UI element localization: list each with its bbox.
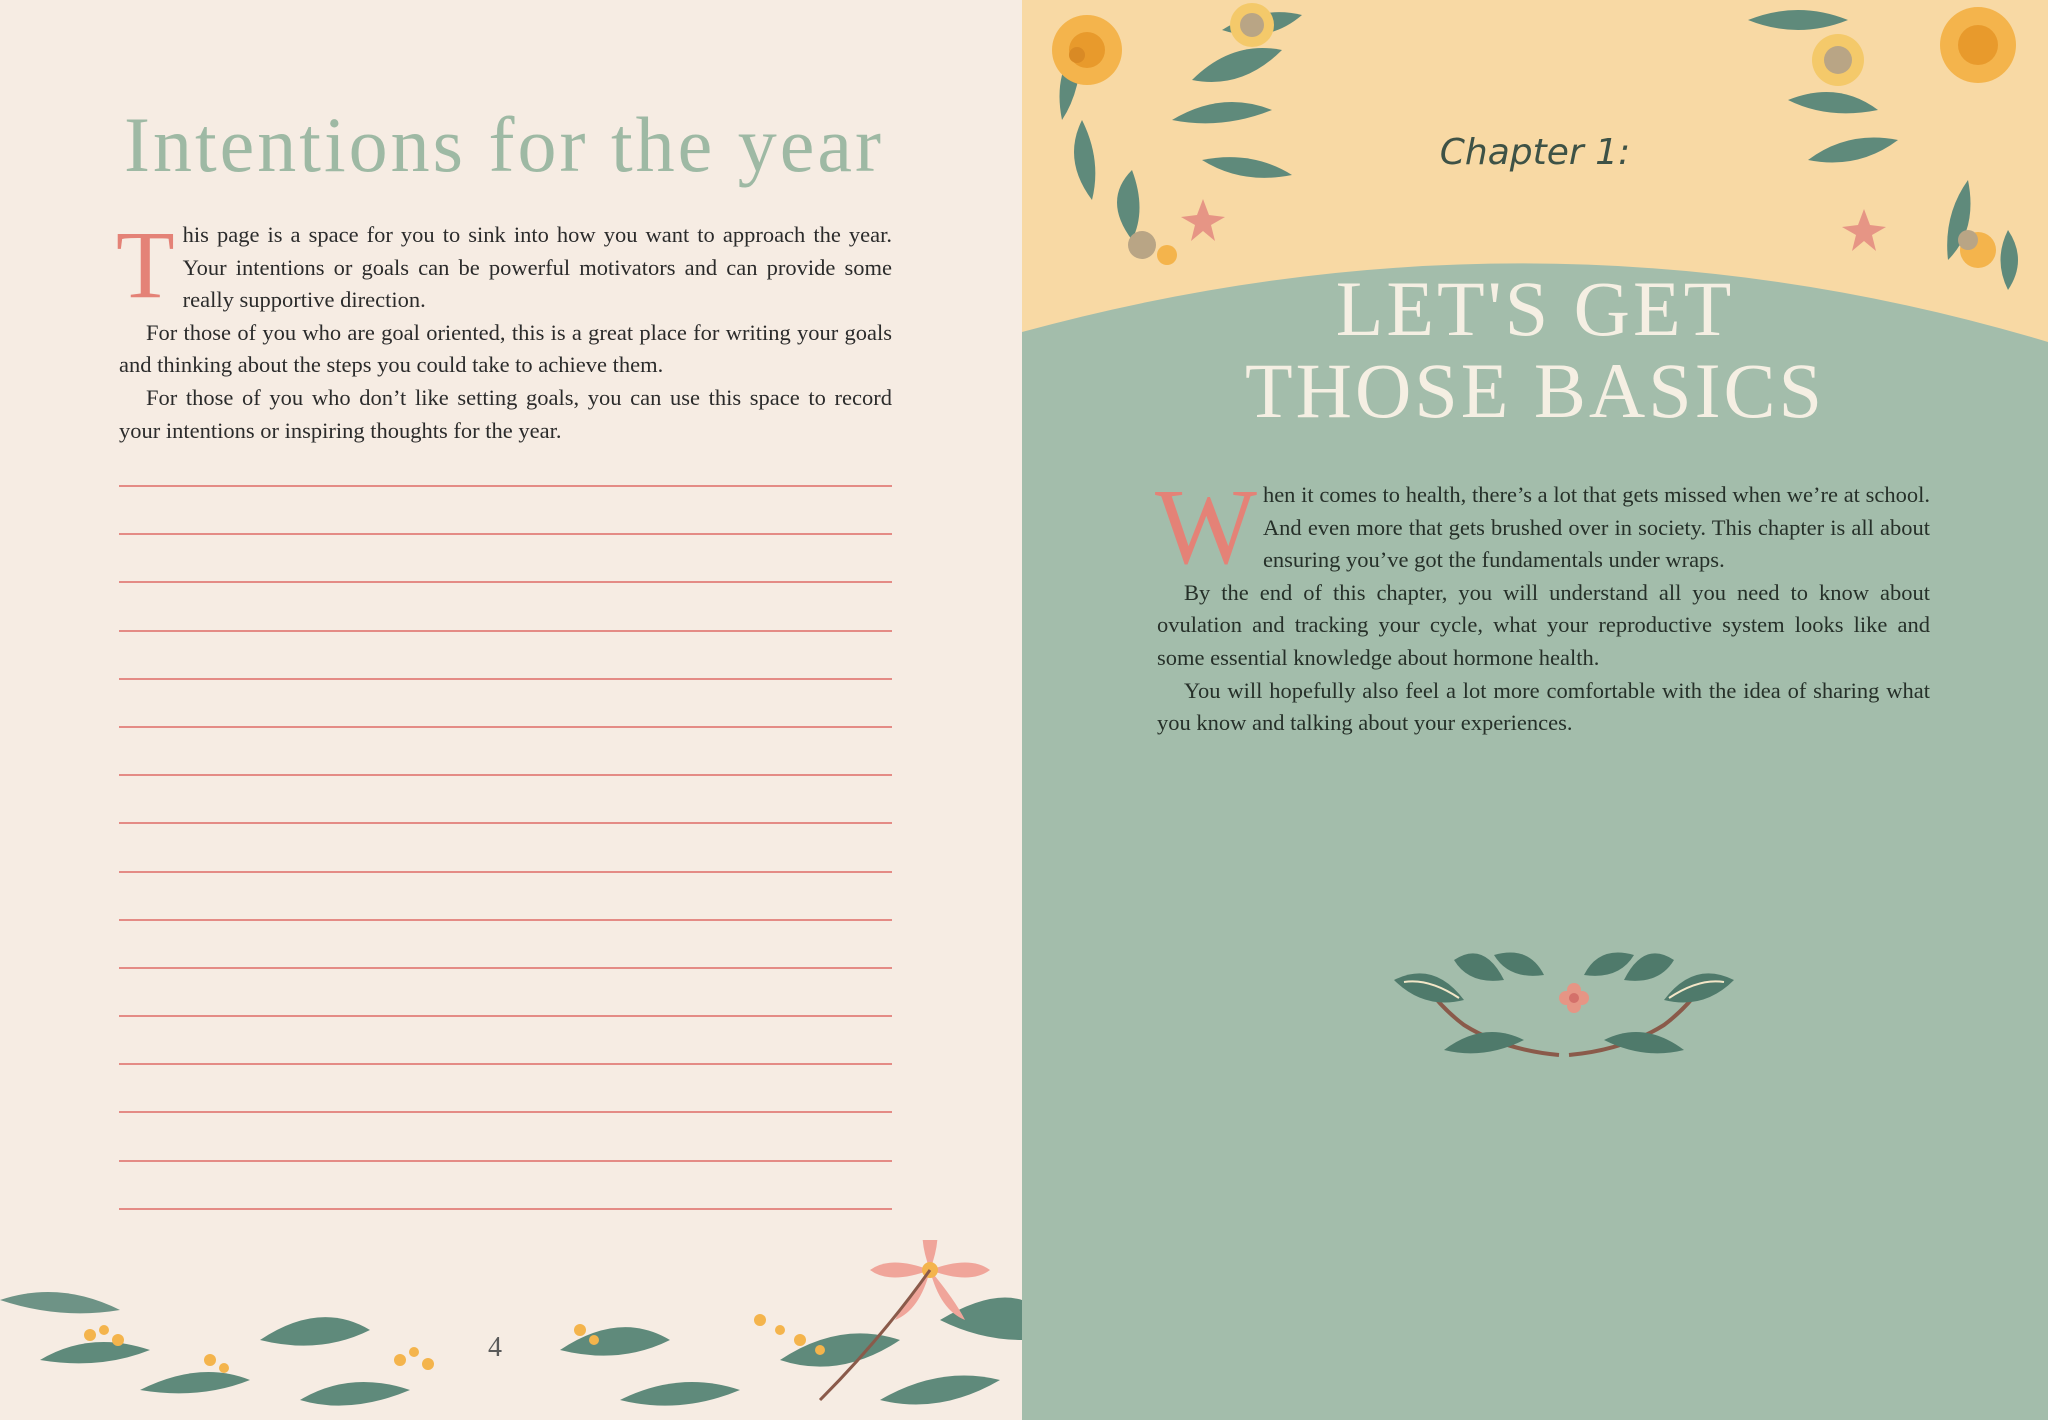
writing-line[interactable] xyxy=(119,581,892,583)
writing-lines[interactable] xyxy=(119,485,892,1256)
writing-line[interactable] xyxy=(119,630,892,632)
intro-text xyxy=(116,211,892,447)
left-page xyxy=(0,0,1022,1420)
paragraph-1 xyxy=(116,211,892,318)
writing-line[interactable] xyxy=(119,533,892,535)
writing-line[interactable] xyxy=(119,485,892,487)
paragraph-1-text: his page is a space for you to sink into how you want to approach the year. Your intentions or goals can be powerful motivators and can provide some really supportive direction. xyxy=(182,222,892,313)
writing-line[interactable] xyxy=(119,871,892,873)
paragraph-2: For those of you who are goal oriented, this is a great place for writing your goals and thinking about the steps you could take to achieve them. xyxy=(119,319,892,378)
writing-line[interactable] xyxy=(119,678,892,680)
drop-cap: T xyxy=(116,211,175,318)
writing-line[interactable] xyxy=(119,1063,892,1065)
chapter-title-line-1: LET'S GET xyxy=(1335,265,1735,352)
writing-line[interactable] xyxy=(119,1160,892,1162)
page-number: 4 xyxy=(488,1332,502,1363)
chapter-title xyxy=(1022,265,2048,434)
drop-cap: W xyxy=(1155,468,1257,587)
page-title: Intentions for the year xyxy=(124,101,884,188)
chapter-paragraph-1-text: hen it comes to health, there’s a lot that gets missed when we’re at school. And even more that gets brushed over in society. This chapter is all about ensuring you’ve got the fundamentals under wraps. xyxy=(1262,482,1930,573)
right-page xyxy=(1022,0,2048,1420)
leaf-sprig-ornament xyxy=(1384,940,1744,1070)
chapter-paragraph-3: You will hopefully also feel a lot more comfortable with the idea of sharing what you know and talking about your experiences. xyxy=(1157,677,1930,736)
writing-line[interactable] xyxy=(119,1208,892,1210)
chapter-intro-text xyxy=(1155,468,1930,740)
writing-line[interactable] xyxy=(119,774,892,776)
bottom-floral-decoration xyxy=(0,1240,1022,1420)
writing-line[interactable] xyxy=(119,1015,892,1017)
chapter-label: Chapter 1: xyxy=(1439,132,1631,173)
writing-line[interactable] xyxy=(119,967,892,969)
chapter-paragraph-1 xyxy=(1155,468,1930,587)
writing-line[interactable] xyxy=(119,919,892,921)
chapter-title-line-2: THOSE BASICS xyxy=(1245,347,1825,434)
writing-line[interactable] xyxy=(119,822,892,824)
writing-line[interactable] xyxy=(119,726,892,728)
writing-line[interactable] xyxy=(119,1111,892,1113)
paragraph-3: For those of you who don’t like setting goals, you can use this space to record your intentions or inspiring thoughts for the year. xyxy=(119,384,892,443)
chapter-paragraph-2: By the end of this chapter, you will understand all you need to know about ovulation and tracking your cycle, what your reproductive system looks like and some essential knowledge about hormone health. xyxy=(1157,579,1930,670)
